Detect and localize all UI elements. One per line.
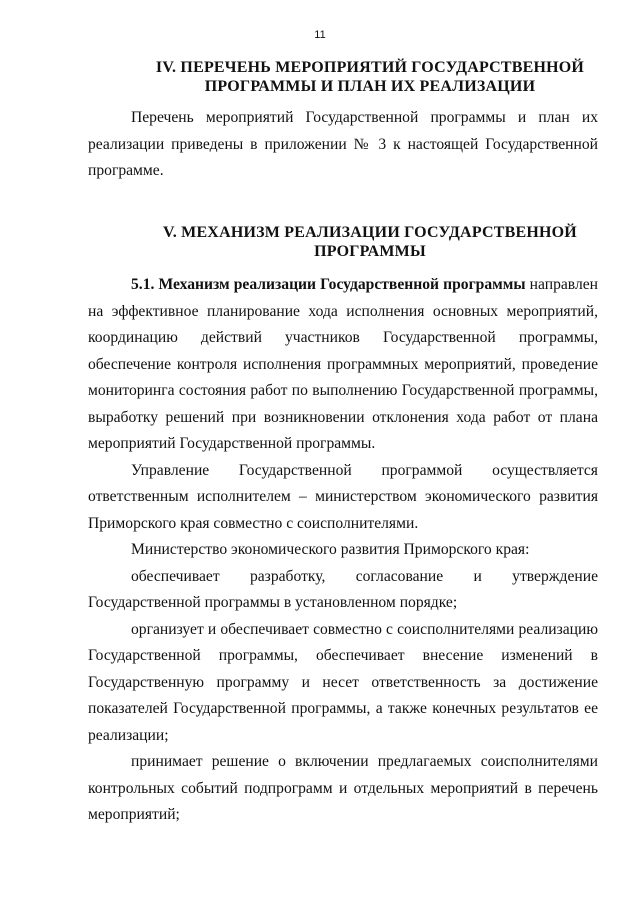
section-5-body: [88, 272, 598, 829]
section-4-body: [88, 105, 598, 185]
paragraph: обеспечивает разработку, согласование и утверждение Государственной программы в установленном порядке;: [88, 567, 598, 611]
paragraph: Управление Государственной программой осуществляется ответственным исполнителем – министерством экономического развития Приморского края совместно с соисполнителями.: [88, 461, 598, 532]
section-5-heading: V. МЕХАНИЗМ РЕАЛИЗАЦИИ ГОСУДАРСТВЕННОЙ ПРОГРАММЫ: [163, 224, 577, 260]
section-4-heading: IV. ПЕРЕЧЕНЬ МЕРОПРИЯТИЙ ГОСУДАРСТВЕННОЙ ПРОГРАММЫ И ПЛАН ИХ РЕАЛИЗАЦИИ: [155, 59, 585, 95]
paragraph: [88, 272, 598, 458]
paragraph: Министерство экономического развития Приморского края:: [131, 541, 530, 558]
paragraph: организует и обеспечивает совместно с соисполнителями реализацию Государственной программы, обеспечивает внесение изменений в Государственную программу и несет ответственность за достижение показателей Государственной программы, а также конечных результатов ее реализации;: [88, 620, 598, 744]
paragraph-text: направлен на эффективное планирование хода исполнения основных мероприятий, координацию действий участников Государственной программы, обеспечение контроля исполнения программных мероприятий, проведение мониторинга состояния работ по выполнению Государственной программы, выработку решений при возникновении отклонения хода работ от плана мероприятий Государственной программы.: [88, 276, 598, 452]
paragraph: Перечень мероприятий Государственной программы и план их реализации приведены в приложении № 3 к настоящей Государственной программе.: [88, 109, 598, 179]
paragraph: принимает решение о включении предлагаемых соисполнителями контрольных событий подпрограмм и отдельных мероприятий в перечень мероприятий;: [88, 753, 598, 823]
page-number: 11: [314, 29, 326, 41]
paragraph-lead: 5.1. Механизм реализации Государственной программы: [131, 276, 526, 293]
